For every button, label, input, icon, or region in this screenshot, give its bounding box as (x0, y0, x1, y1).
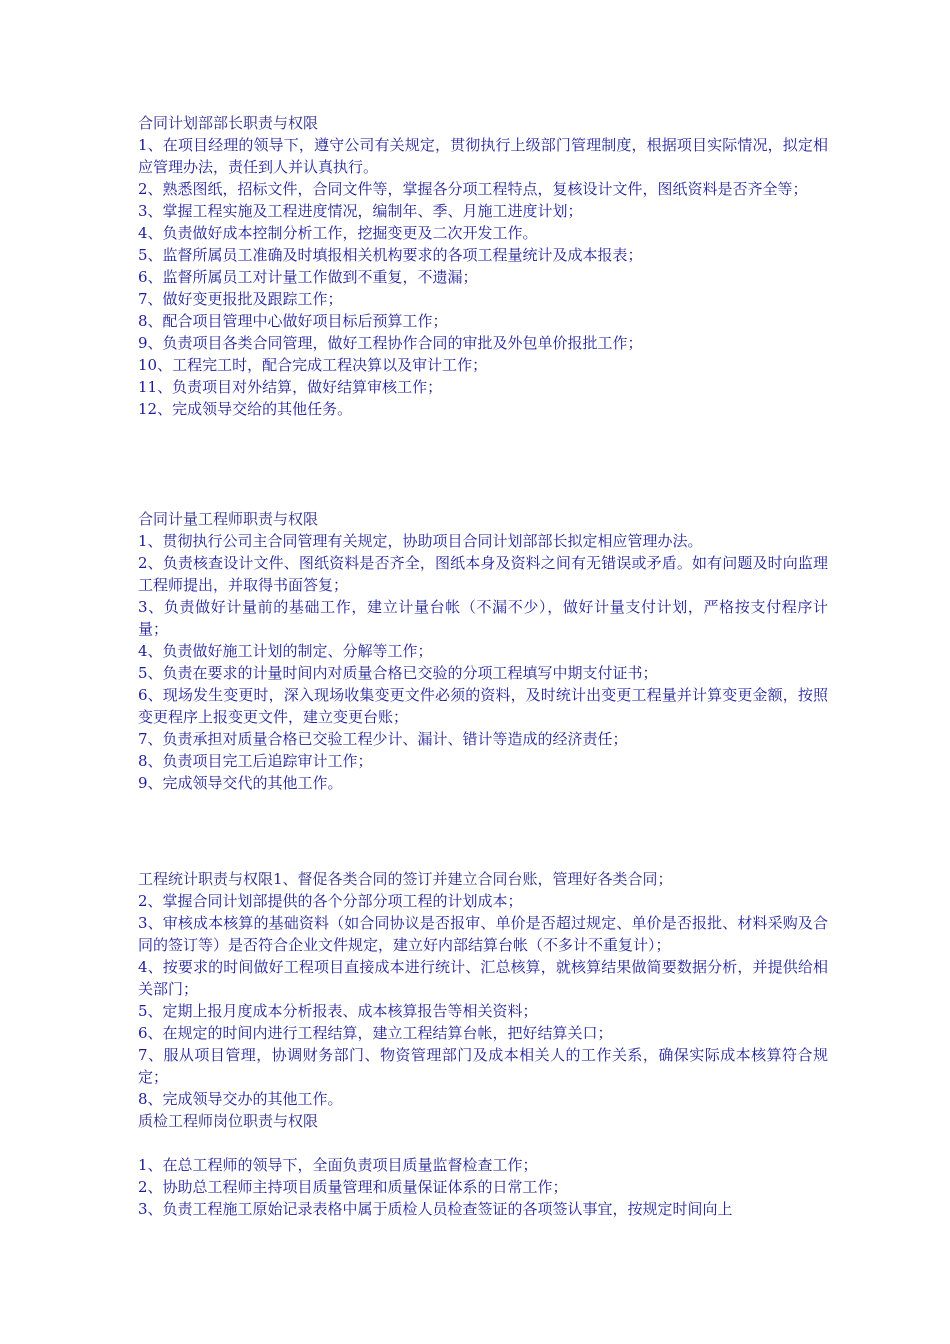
section-title-quality-engineer: 质检工程师岗位职责与权限 (138, 1112, 319, 1130)
list-item: 2、熟悉图纸，招标文件，合同文件等，掌握各分项工程特点，复核设计文件，图纸资料是否齐全等； (138, 180, 808, 198)
section-title-contract-plan-head: 合同计划部部长职责与权限 (138, 114, 319, 132)
list-item: 3、掌握工程实施及工程进度情况，编制年、季、月施工进度计划； (138, 202, 583, 220)
list-item: 5、监督所属员工准确及时填报相关机构要求的各项工程量统计及成本报表； (138, 246, 643, 264)
list-item: 2、掌握合同计划部提供的各个分部分项工程的计划成本； (138, 892, 523, 910)
list-item: 8、配合项目管理中心做好项目标后预算工作； (138, 312, 448, 330)
list-item: 3、审核成本核算的基础资料（如合同协议是否报审、单价是否超过规定、单价是否报批、材料采购及合同的签订等）是否符合企业文件规定，建立好内部结算台帐（不多计不重复计）； (138, 914, 828, 954)
list-item: 8、完成领导交办的其他工作。 (138, 1090, 343, 1108)
list-item: 12、完成领导交给的其他任务。 (138, 400, 353, 418)
list-item: 9、负责项目各类合同管理，做好工程协作合同的审批及外包单价报批工作； (138, 334, 643, 352)
list-item: 4、负责做好成本控制分析工作，挖掘变更及二次开发工作。 (138, 224, 538, 242)
list-item: 6、现场发生变更时，深入现场收集变更文件必须的资料，及时统计出变更工程量并计算变更金额，按照变更程序上报变更文件，建立变更台账； (138, 686, 828, 726)
section-title-engineering-statistics: 工程统计职责与权限1、督促各类合同的签订并建立合同台账，管理好各类合同； (138, 870, 673, 888)
list-item: 3、负责做好计量前的基础工作，建立计量台帐（不漏不少），做好计量支付计划，严格按支付程序计量； (138, 598, 828, 638)
list-item: 1、在总工程师的领导下，全面负责项目质量监督检查工作； (138, 1156, 538, 1174)
list-item: 3、负责工程施工原始记录表格中属于质检人员检查签证的各项签认事宜，按规定时间向上 (138, 1200, 733, 1218)
list-item: 1、贯彻执行公司主合同管理有关规定，协助项目合同计划部部长拟定相应管理办法。 (138, 532, 703, 550)
section-spacer (138, 794, 828, 868)
list-item: 8、负责项目完工后追踪审计工作； (138, 752, 373, 770)
list-item: 2、负责核查设计文件、图纸资料是否齐全，图纸本身及资料之间有无错误或矛盾。如有问题及时向监理工程师提出，并取得书面答复； (138, 554, 828, 594)
list-item: 5、负责在要求的计量时间内对质量合格已交验的分项工程填写中期支付证书； (138, 664, 658, 682)
list-item: 5、定期上报月度成本分析报表、成本核算报告等相关资料； (138, 1002, 538, 1020)
list-item: 9、完成领导交代的其他工作。 (138, 774, 343, 792)
document-page (138, 112, 828, 1220)
list-item: 2、协助总工程师主持项目质量管理和质量保证体系的日常工作； (138, 1178, 568, 1196)
list-item: 4、负责做好施工计划的制定、分解等工作； (138, 642, 433, 660)
list-item: 6、监督所属员工对计量工作做到不重复，不遗漏； (138, 268, 478, 286)
list-item: 11、负责项目对外结算，做好结算审核工作； (138, 378, 443, 396)
list-item: 7、服从项目管理，协调财务部门、物资管理部门及成本相关人的工作关系，确保实际成本核算符合规定； (138, 1046, 828, 1086)
section-spacer (138, 1132, 828, 1154)
list-item: 4、按要求的时间做好工程项目直接成本进行统计、汇总核算，就核算结果做简要数据分析，并提供给相关部门； (138, 958, 828, 998)
list-item: 1、在项目经理的领导下，遵守公司有关规定，贯彻执行上级部门管理制度，根据项目实际情况，拟定相应管理办法，责任到人并认真执行。 (138, 136, 828, 176)
list-item: 6、在规定的时间内进行工程结算，建立工程结算台帐，把好结算关口； (138, 1024, 613, 1042)
list-item: 7、做好变更报批及跟踪工作； (138, 290, 343, 308)
section-title-contract-measure-engineer: 合同计量工程师职责与权限 (138, 510, 319, 528)
section-spacer (138, 420, 828, 508)
list-item: 10、工程完工时，配合完成工程决算以及审计工作； (138, 356, 488, 374)
list-item: 7、负责承担对质量合格已交验工程少计、漏计、错计等造成的经济责任； (138, 730, 628, 748)
